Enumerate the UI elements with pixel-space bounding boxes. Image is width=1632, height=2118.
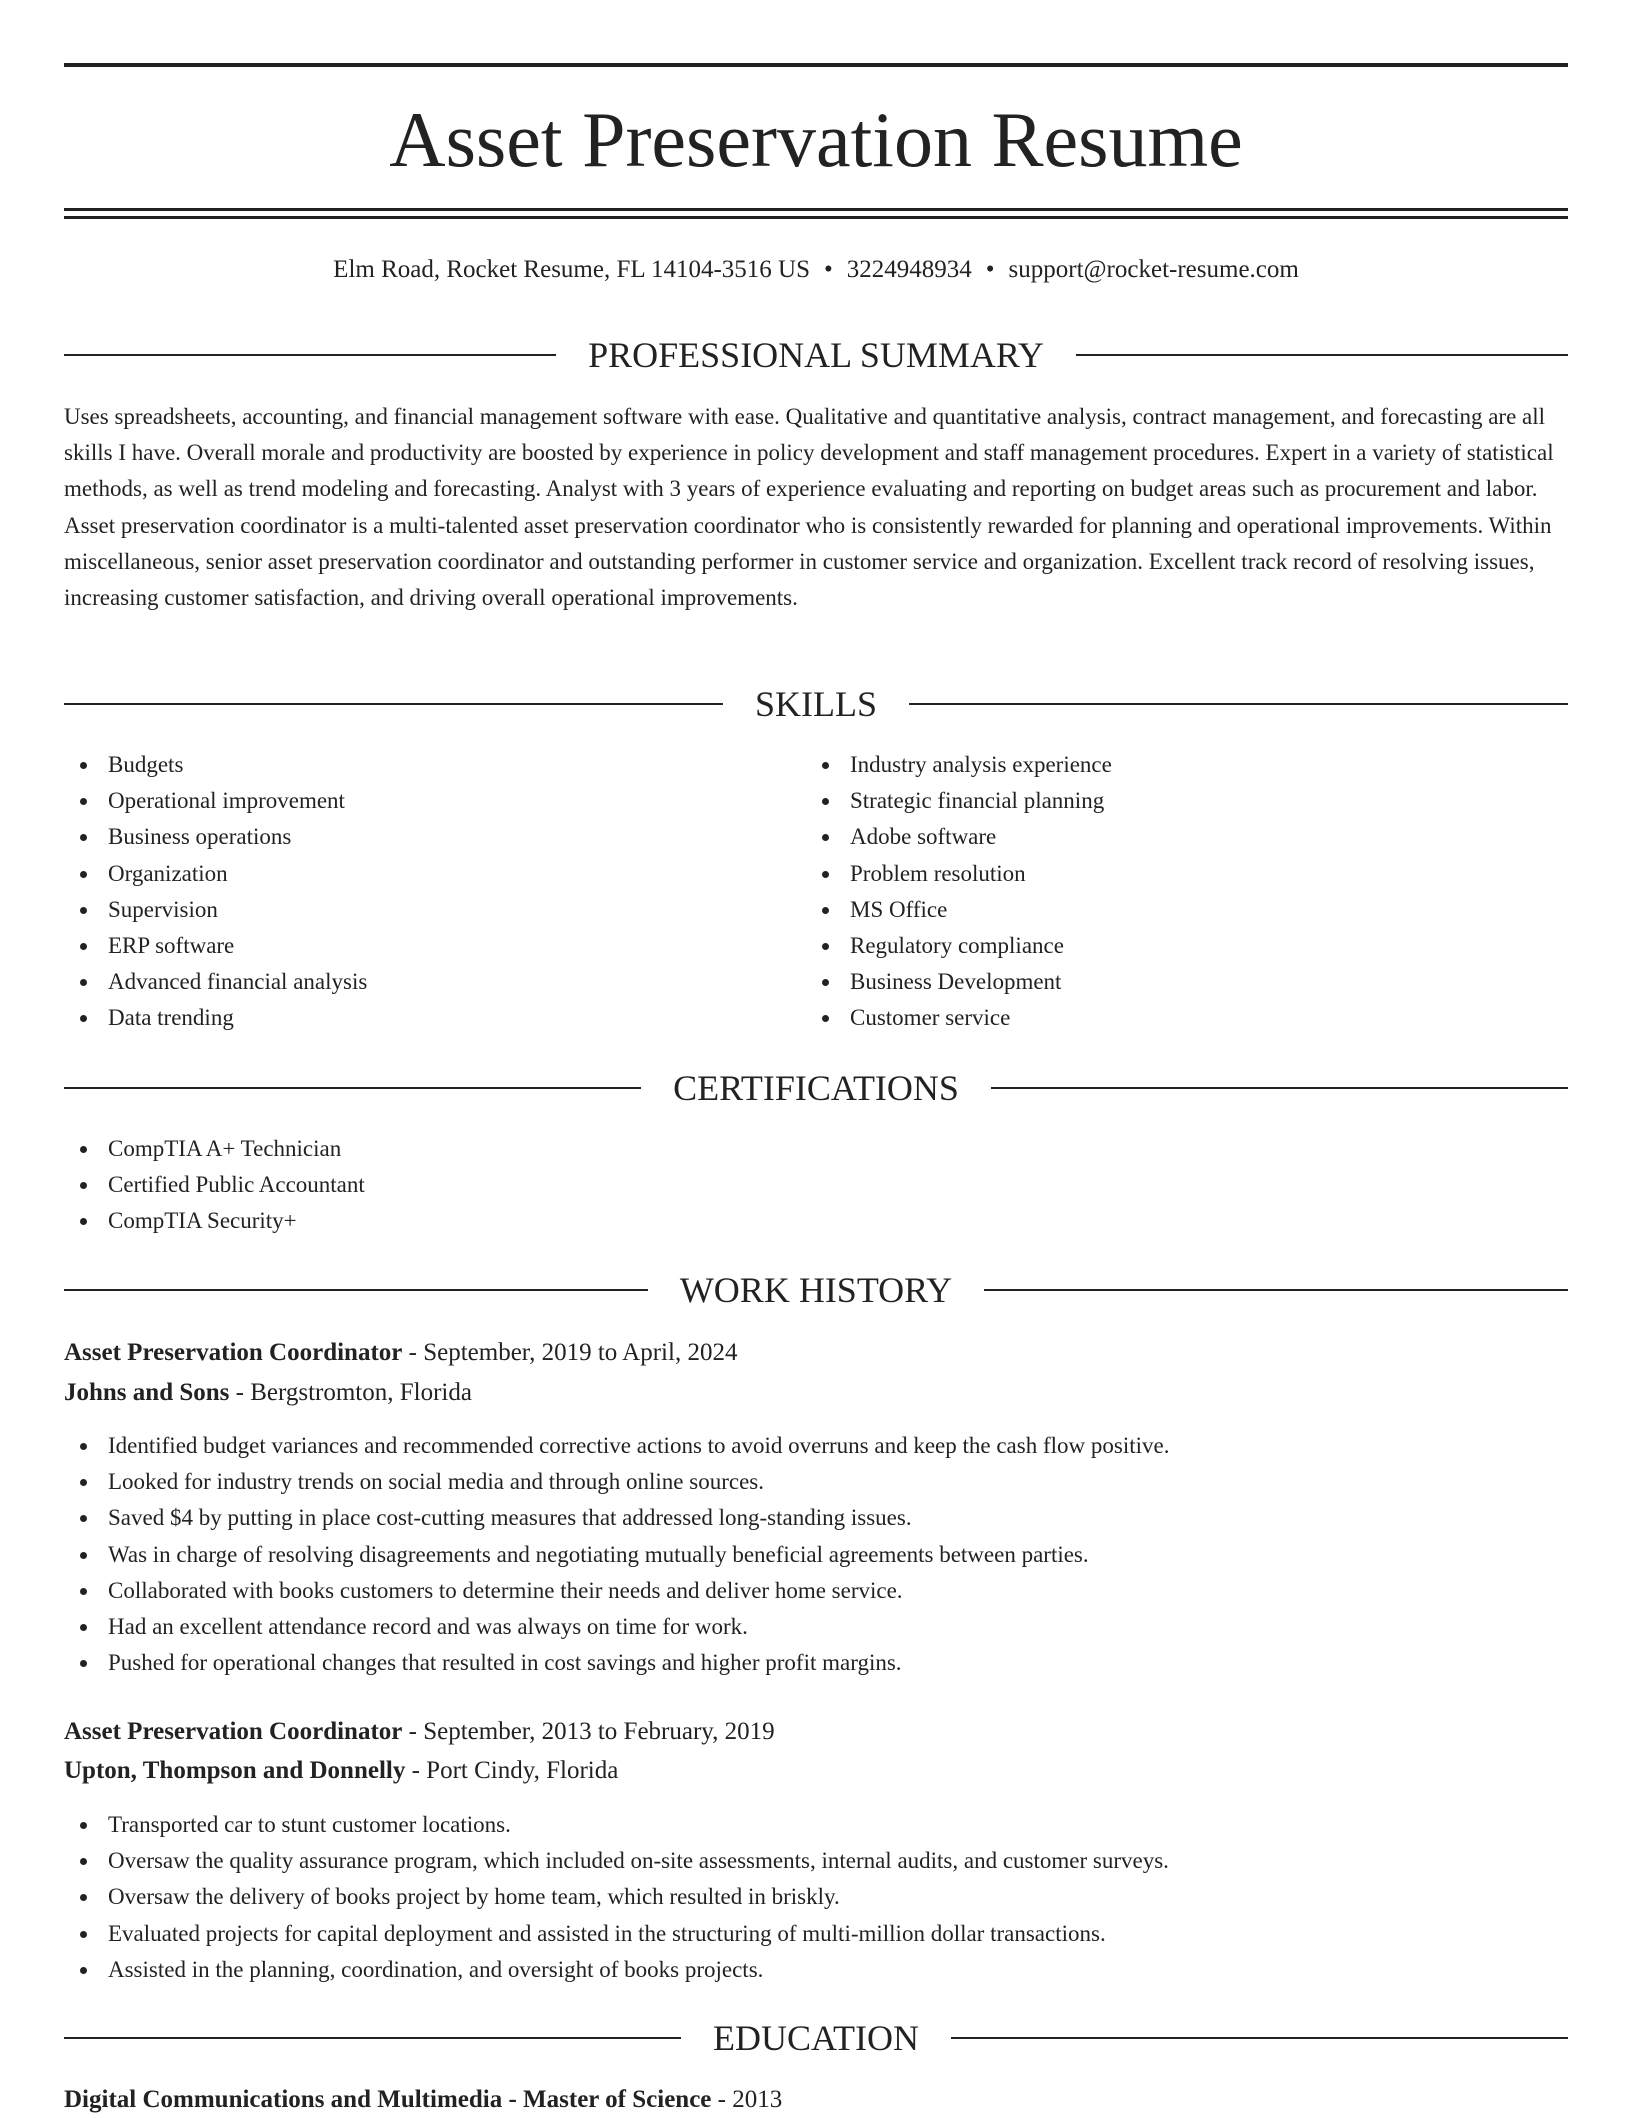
job-duty-item: Transported car to stunt customer locations. [64, 1807, 1564, 1843]
heading-rule [991, 1087, 1568, 1089]
section-heading-skills [64, 684, 1568, 724]
section-title: CERTIFICATIONS [673, 1068, 959, 1108]
job-duty-item: Pushed for operational changes that resulted in cost savings and higher profit margins. [64, 1645, 1564, 1681]
section-title: SKILLS [755, 684, 878, 724]
job-title-line [64, 1335, 1568, 1371]
skill-item: Regulatory compliance [806, 928, 1566, 964]
job-location: - Bergstromton, Florida [229, 1379, 472, 1406]
email: support@rocket-resume.com [1008, 256, 1299, 283]
contact-separator: • [985, 256, 995, 283]
skill-item: Advanced financial analysis [64, 964, 804, 1000]
job-company-line [64, 1753, 1568, 1789]
skill-item: Business Development [806, 964, 1566, 1000]
job-title: Asset Preservation Coordinator [64, 1339, 403, 1366]
section-title: EDUCATION [713, 2018, 919, 2058]
job-company: Johns and Sons [64, 1379, 230, 1406]
heading-rule [909, 703, 1568, 705]
certifications-list [64, 1131, 1564, 1240]
heading-rule [64, 2037, 681, 2039]
job-dates: - September, 2013 to February, 2019 [402, 1718, 775, 1745]
skill-item: Organization [64, 856, 804, 892]
job-duty-item: Looked for industry trends on social media and through online sources. [64, 1464, 1564, 1500]
job-dates: - September, 2019 to April, 2024 [402, 1339, 738, 1366]
summary-paragraph: Uses spreadsheets, accounting, and financial management software with ease. Qualitative and quantitative analysis, contract management, and forecasting are all skills I have. Overall morale and productivity are boosted by experience in policy development and staff management procedures. Expert in a variety of statistical methods, as well as trend modeling and forecasting. Analyst with 3 years of experience evaluating and reporting on budget areas such as procurement and labor. Asset preservation coordinator is a multi-talented asset preservation coordinator who is consistently rewarded for planning and operational improvements. Within miscellaneous, senior asset preservation coordinator and outstanding performer in customer service and organization. Excellent track record of resolving issues, increasing customer satisfaction, and driving overall operational improvements. [64, 404, 1554, 611]
title-rule-upper [64, 208, 1568, 211]
skill-item: ERP software [64, 928, 804, 964]
job-title-line [64, 1714, 1568, 1750]
heading-rule [1076, 354, 1568, 356]
job-duty-item: Identified budget variances and recommended corrective actions to avoid overruns and keep the cash flow positive. [64, 1428, 1564, 1464]
job-duties-list [64, 1428, 1564, 1681]
heading-rule [951, 2037, 1568, 2039]
section-heading-work-history [64, 1270, 1568, 1310]
degree: Digital Communications and Multimedia - Master of Science [64, 2086, 712, 2113]
job-duty-item: Oversaw the quality assurance program, which included on-site assessments, internal audits, and customer surveys. [64, 1843, 1564, 1879]
skill-item: Operational improvement [64, 783, 804, 819]
skill-item: Supervision [64, 892, 804, 928]
skills-list-right [806, 747, 1566, 1037]
job-company: Upton, Thompson and Donnelly [64, 1757, 406, 1784]
contact-line [64, 253, 1568, 287]
section-heading-certifications [64, 1068, 1568, 1108]
skill-item: Budgets [64, 747, 804, 783]
job-duty-item: Saved $4 by putting in place cost-cutting measures that addressed long-standing issues. [64, 1500, 1564, 1536]
title-rule-lower [64, 216, 1568, 219]
skill-item: Data trending [64, 1000, 804, 1036]
address: Elm Road, Rocket Resume, FL 14104-3516 US [333, 256, 810, 283]
certification-item: Certified Public Accountant [64, 1167, 1564, 1203]
job-company-line [64, 1375, 1568, 1411]
skills-list-left [64, 747, 804, 1037]
heading-rule [64, 1087, 641, 1089]
job-duty-item: Oversaw the delivery of books project by home team, which resulted in briskly. [64, 1879, 1564, 1915]
job-duty-item: Assisted in the planning, coordination, and oversight of books projects. [64, 1952, 1564, 1988]
skill-item: Business operations [64, 819, 804, 855]
job-location: - Port Cindy, Florida [405, 1757, 619, 1784]
education-entry [64, 2082, 1568, 2118]
heading-rule [984, 1289, 1568, 1291]
job-duties-list [64, 1807, 1564, 1988]
job-duty-item: Evaluated projects for capital deployment and assisted in the structuring of multi-million dollar transactions. [64, 1916, 1564, 1952]
heading-rule [64, 354, 556, 356]
job-duty-item: Was in charge of resolving disagreements and negotiating mutually beneficial agreements between parties. [64, 1537, 1564, 1573]
top-rule [64, 63, 1568, 67]
skill-item: Industry analysis experience [806, 747, 1566, 783]
heading-rule [64, 703, 723, 705]
certification-item: CompTIA A+ Technician [64, 1131, 1564, 1167]
certification-item: CompTIA Security+ [64, 1203, 1564, 1239]
section-title: WORK HISTORY [679, 1270, 953, 1310]
contact-separator: • [824, 256, 833, 283]
skill-item: Customer service [806, 1000, 1566, 1036]
skill-item: MS Office [806, 892, 1566, 928]
job-duty-item: Had an excellent attendance record and was always on time for work. [64, 1609, 1564, 1645]
section-heading-summary [64, 335, 1568, 375]
skill-item: Adobe software [806, 819, 1566, 855]
graduation-year: - 2013 [711, 2086, 783, 2113]
section-heading-education [64, 2018, 1568, 2058]
skill-item: Problem resolution [806, 856, 1566, 892]
section-title: PROFESSIONAL SUMMARY [588, 335, 1044, 375]
resume-title: Asset Preservation Resume [389, 96, 1243, 183]
job-duty-item: Collaborated with books customers to determine their needs and deliver home service. [64, 1573, 1564, 1609]
heading-rule [64, 1289, 648, 1291]
phone: 3224948934 [846, 256, 972, 283]
skill-item: Strategic financial planning [806, 783, 1566, 819]
job-title: Asset Preservation Coordinator [64, 1718, 403, 1745]
